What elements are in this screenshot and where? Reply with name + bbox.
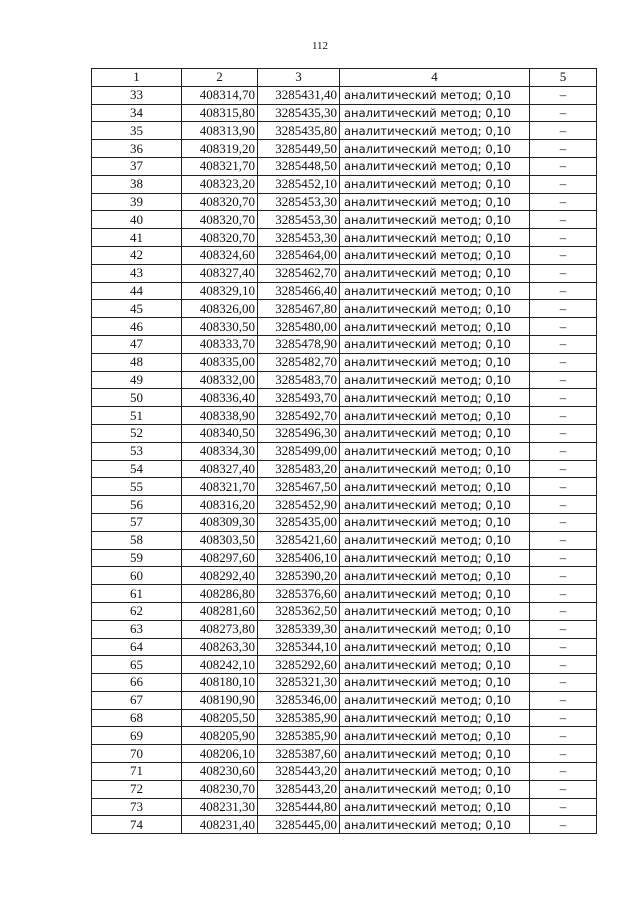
method-accuracy-cell: аналитический метод; 0,10 <box>340 745 530 763</box>
x-coordinate-cell: 408336,40 <box>182 389 258 407</box>
note-cell: – <box>530 104 597 122</box>
method-accuracy-cell: аналитический метод; 0,10 <box>340 691 530 709</box>
table-row <box>92 460 597 478</box>
point-number-cell: 34 <box>92 104 182 122</box>
table-row <box>92 229 597 247</box>
x-coordinate-cell: 408231,40 <box>182 816 258 834</box>
x-coordinate-cell: 408286,80 <box>182 585 258 603</box>
method-accuracy-cell: аналитический метод; 0,10 <box>340 300 530 318</box>
y-coordinate-cell: 3285406,10 <box>258 549 340 567</box>
point-number-cell: 63 <box>92 620 182 638</box>
x-coordinate-cell: 408332,00 <box>182 371 258 389</box>
point-number-cell: 46 <box>92 318 182 336</box>
table-row <box>92 691 597 709</box>
method-accuracy-cell: аналитический метод; 0,10 <box>340 140 530 158</box>
point-number-cell: 61 <box>92 585 182 603</box>
point-number-cell: 42 <box>92 246 182 264</box>
header-col-3: 3 <box>258 69 340 87</box>
note-cell: – <box>530 371 597 389</box>
point-number-cell: 57 <box>92 513 182 531</box>
point-number-cell: 71 <box>92 763 182 781</box>
y-coordinate-cell: 3285499,00 <box>258 442 340 460</box>
table-row <box>92 407 597 425</box>
note-cell: – <box>530 478 597 496</box>
point-number-cell: 64 <box>92 638 182 656</box>
point-number-cell: 62 <box>92 602 182 620</box>
method-accuracy-cell: аналитический метод; 0,10 <box>340 602 530 620</box>
x-coordinate-cell: 408327,40 <box>182 264 258 282</box>
point-number-cell: 72 <box>92 780 182 798</box>
note-cell: – <box>530 496 597 514</box>
point-number-cell: 40 <box>92 211 182 229</box>
table-row <box>92 620 597 638</box>
note-cell: – <box>530 353 597 371</box>
header-row <box>92 69 597 87</box>
y-coordinate-cell: 3285435,80 <box>258 122 340 140</box>
y-coordinate-cell: 3285449,50 <box>258 140 340 158</box>
point-number-cell: 44 <box>92 282 182 300</box>
note-cell: – <box>530 229 597 247</box>
table-row <box>92 638 597 656</box>
method-accuracy-cell: аналитический метод; 0,10 <box>340 513 530 531</box>
table-row <box>92 318 597 336</box>
method-accuracy-cell: аналитический метод; 0,10 <box>340 407 530 425</box>
point-number-cell: 50 <box>92 389 182 407</box>
note-cell: – <box>530 424 597 442</box>
x-coordinate-cell: 408273,80 <box>182 620 258 638</box>
table-row <box>92 709 597 727</box>
x-coordinate-cell: 408242,10 <box>182 656 258 674</box>
point-number-cell: 70 <box>92 745 182 763</box>
y-coordinate-cell: 3285483,70 <box>258 371 340 389</box>
point-number-cell: 49 <box>92 371 182 389</box>
table-row <box>92 478 597 496</box>
table-row <box>92 389 597 407</box>
y-coordinate-cell: 3285346,00 <box>258 691 340 709</box>
note-cell: – <box>530 407 597 425</box>
table-row <box>92 816 597 834</box>
y-coordinate-cell: 3285492,70 <box>258 407 340 425</box>
y-coordinate-cell: 3285443,20 <box>258 780 340 798</box>
x-coordinate-cell: 408326,00 <box>182 300 258 318</box>
coordinates-table <box>91 68 597 834</box>
y-coordinate-cell: 3285453,30 <box>258 229 340 247</box>
y-coordinate-cell: 3285339,30 <box>258 620 340 638</box>
x-coordinate-cell: 408206,10 <box>182 745 258 763</box>
y-coordinate-cell: 3285362,50 <box>258 602 340 620</box>
method-accuracy-cell: аналитический метод; 0,10 <box>340 442 530 460</box>
point-number-cell: 73 <box>92 798 182 816</box>
note-cell: – <box>530 549 597 567</box>
method-accuracy-cell: аналитический метод; 0,10 <box>340 264 530 282</box>
method-accuracy-cell: аналитический метод; 0,10 <box>340 335 530 353</box>
table-row <box>92 300 597 318</box>
y-coordinate-cell: 3285483,20 <box>258 460 340 478</box>
method-accuracy-cell: аналитический метод; 0,10 <box>340 389 530 407</box>
y-coordinate-cell: 3285462,70 <box>258 264 340 282</box>
y-coordinate-cell: 3285452,10 <box>258 175 340 193</box>
x-coordinate-cell: 408319,20 <box>182 140 258 158</box>
table-row <box>92 727 597 745</box>
note-cell: – <box>530 264 597 282</box>
table-row <box>92 442 597 460</box>
table-row <box>92 122 597 140</box>
table-row <box>92 140 597 158</box>
note-cell: – <box>530 122 597 140</box>
y-coordinate-cell: 3285464,00 <box>258 246 340 264</box>
x-coordinate-cell: 408231,30 <box>182 798 258 816</box>
x-coordinate-cell: 408324,60 <box>182 246 258 264</box>
point-number-cell: 38 <box>92 175 182 193</box>
y-coordinate-cell: 3285292,60 <box>258 656 340 674</box>
x-coordinate-cell: 408315,80 <box>182 104 258 122</box>
method-accuracy-cell: аналитический метод; 0,10 <box>340 104 530 122</box>
table-row <box>92 780 597 798</box>
method-accuracy-cell: аналитический метод; 0,10 <box>340 371 530 389</box>
note-cell: – <box>530 567 597 585</box>
x-coordinate-cell: 408190,90 <box>182 691 258 709</box>
method-accuracy-cell: аналитический метод; 0,10 <box>340 424 530 442</box>
table-row <box>92 602 597 620</box>
note-cell: – <box>530 193 597 211</box>
table-row <box>92 282 597 300</box>
table-row <box>92 371 597 389</box>
point-number-cell: 37 <box>92 157 182 175</box>
method-accuracy-cell: аналитический метод; 0,10 <box>340 727 530 745</box>
y-coordinate-cell: 3285431,40 <box>258 86 340 104</box>
x-coordinate-cell: 408281,60 <box>182 602 258 620</box>
method-accuracy-cell: аналитический метод; 0,10 <box>340 531 530 549</box>
method-accuracy-cell: аналитический метод; 0,10 <box>340 353 530 371</box>
point-number-cell: 55 <box>92 478 182 496</box>
point-number-cell: 47 <box>92 335 182 353</box>
table-row <box>92 585 597 603</box>
table-row <box>92 745 597 763</box>
x-coordinate-cell: 408340,50 <box>182 424 258 442</box>
y-coordinate-cell: 3285467,50 <box>258 478 340 496</box>
point-number-cell: 67 <box>92 691 182 709</box>
method-accuracy-cell: аналитический метод; 0,10 <box>340 496 530 514</box>
y-coordinate-cell: 3285444,80 <box>258 798 340 816</box>
y-coordinate-cell: 3285466,40 <box>258 282 340 300</box>
table-row <box>92 264 597 282</box>
point-number-cell: 33 <box>92 86 182 104</box>
y-coordinate-cell: 3285496,30 <box>258 424 340 442</box>
table-row <box>92 656 597 674</box>
point-number-cell: 69 <box>92 727 182 745</box>
table-body <box>92 86 597 833</box>
x-coordinate-cell: 408263,30 <box>182 638 258 656</box>
method-accuracy-cell: аналитический метод; 0,10 <box>340 567 530 585</box>
point-number-cell: 39 <box>92 193 182 211</box>
x-coordinate-cell: 408309,30 <box>182 513 258 531</box>
y-coordinate-cell: 3285467,80 <box>258 300 340 318</box>
method-accuracy-cell: аналитический метод; 0,10 <box>340 656 530 674</box>
note-cell: – <box>530 531 597 549</box>
table-row <box>92 246 597 264</box>
note-cell: – <box>530 745 597 763</box>
note-cell: – <box>530 282 597 300</box>
method-accuracy-cell: аналитический метод; 0,10 <box>340 549 530 567</box>
table-row <box>92 211 597 229</box>
point-number-cell: 52 <box>92 424 182 442</box>
point-number-cell: 45 <box>92 300 182 318</box>
x-coordinate-cell: 408230,60 <box>182 763 258 781</box>
table-row <box>92 567 597 585</box>
y-coordinate-cell: 3285480,00 <box>258 318 340 336</box>
table-row <box>92 798 597 816</box>
table-row <box>92 424 597 442</box>
x-coordinate-cell: 408313,90 <box>182 122 258 140</box>
table-row <box>92 496 597 514</box>
point-number-cell: 51 <box>92 407 182 425</box>
y-coordinate-cell: 3285385,90 <box>258 727 340 745</box>
method-accuracy-cell: аналитический метод; 0,10 <box>340 460 530 478</box>
y-coordinate-cell: 3285390,20 <box>258 567 340 585</box>
point-number-cell: 60 <box>92 567 182 585</box>
note-cell: – <box>530 300 597 318</box>
note-cell: – <box>530 602 597 620</box>
x-coordinate-cell: 408316,20 <box>182 496 258 514</box>
method-accuracy-cell: аналитический метод; 0,10 <box>340 246 530 264</box>
x-coordinate-cell: 408320,70 <box>182 211 258 229</box>
note-cell: – <box>530 175 597 193</box>
note-cell: – <box>530 763 597 781</box>
note-cell: – <box>530 335 597 353</box>
note-cell: – <box>530 780 597 798</box>
y-coordinate-cell: 3285493,70 <box>258 389 340 407</box>
method-accuracy-cell: аналитический метод; 0,10 <box>340 620 530 638</box>
note-cell: – <box>530 211 597 229</box>
note-cell: – <box>530 727 597 745</box>
y-coordinate-cell: 3285445,00 <box>258 816 340 834</box>
method-accuracy-cell: аналитический метод; 0,10 <box>340 318 530 336</box>
note-cell: – <box>530 318 597 336</box>
header-col-1: 1 <box>92 69 182 87</box>
page-number: 112 <box>311 40 329 52</box>
note-cell: – <box>530 620 597 638</box>
table-row <box>92 531 597 549</box>
point-number-cell: 35 <box>92 122 182 140</box>
y-coordinate-cell: 3285321,30 <box>258 674 340 692</box>
method-accuracy-cell: аналитический метод; 0,10 <box>340 478 530 496</box>
note-cell: – <box>530 442 597 460</box>
x-coordinate-cell: 408230,70 <box>182 780 258 798</box>
x-coordinate-cell: 408314,70 <box>182 86 258 104</box>
point-number-cell: 65 <box>92 656 182 674</box>
note-cell: – <box>530 674 597 692</box>
x-coordinate-cell: 408335,00 <box>182 353 258 371</box>
x-coordinate-cell: 408205,50 <box>182 709 258 727</box>
x-coordinate-cell: 408330,50 <box>182 318 258 336</box>
table-row <box>92 549 597 567</box>
method-accuracy-cell: аналитический метод; 0,10 <box>340 798 530 816</box>
header-col-5: 5 <box>530 69 597 87</box>
note-cell: – <box>530 709 597 727</box>
x-coordinate-cell: 408321,70 <box>182 478 258 496</box>
table-row <box>92 353 597 371</box>
x-coordinate-cell: 408323,20 <box>182 175 258 193</box>
y-coordinate-cell: 3285435,00 <box>258 513 340 531</box>
note-cell: – <box>530 585 597 603</box>
point-number-cell: 66 <box>92 674 182 692</box>
header-col-4: 4 <box>340 69 530 87</box>
x-coordinate-cell: 408303,50 <box>182 531 258 549</box>
y-coordinate-cell: 3285387,60 <box>258 745 340 763</box>
table-row <box>92 86 597 104</box>
method-accuracy-cell: аналитический метод; 0,10 <box>340 763 530 781</box>
y-coordinate-cell: 3285385,90 <box>258 709 340 727</box>
y-coordinate-cell: 3285443,20 <box>258 763 340 781</box>
note-cell: – <box>530 140 597 158</box>
x-coordinate-cell: 408320,70 <box>182 193 258 211</box>
point-number-cell: 59 <box>92 549 182 567</box>
x-coordinate-cell: 408297,60 <box>182 549 258 567</box>
note-cell: – <box>530 638 597 656</box>
method-accuracy-cell: аналитический метод; 0,10 <box>340 175 530 193</box>
point-number-cell: 68 <box>92 709 182 727</box>
point-number-cell: 54 <box>92 460 182 478</box>
header-col-2: 2 <box>182 69 258 87</box>
x-coordinate-cell: 408320,70 <box>182 229 258 247</box>
table-row <box>92 763 597 781</box>
point-number-cell: 43 <box>92 264 182 282</box>
x-coordinate-cell: 408333,70 <box>182 335 258 353</box>
method-accuracy-cell: аналитический метод; 0,10 <box>340 780 530 798</box>
note-cell: – <box>530 691 597 709</box>
x-coordinate-cell: 408338,90 <box>182 407 258 425</box>
table-row <box>92 104 597 122</box>
method-accuracy-cell: аналитический метод; 0,10 <box>340 638 530 656</box>
note-cell: – <box>530 86 597 104</box>
y-coordinate-cell: 3285478,90 <box>258 335 340 353</box>
table-row <box>92 175 597 193</box>
y-coordinate-cell: 3285344,10 <box>258 638 340 656</box>
note-cell: – <box>530 798 597 816</box>
point-number-cell: 36 <box>92 140 182 158</box>
x-coordinate-cell: 408205,90 <box>182 727 258 745</box>
point-number-cell: 56 <box>92 496 182 514</box>
method-accuracy-cell: аналитический метод; 0,10 <box>340 229 530 247</box>
table-row <box>92 157 597 175</box>
method-accuracy-cell: аналитический метод; 0,10 <box>340 816 530 834</box>
table-row <box>92 674 597 692</box>
method-accuracy-cell: аналитический метод; 0,10 <box>340 585 530 603</box>
method-accuracy-cell: аналитический метод; 0,10 <box>340 193 530 211</box>
method-accuracy-cell: аналитический метод; 0,10 <box>340 709 530 727</box>
point-number-cell: 74 <box>92 816 182 834</box>
note-cell: – <box>530 157 597 175</box>
y-coordinate-cell: 3285453,30 <box>258 211 340 229</box>
method-accuracy-cell: аналитический метод; 0,10 <box>340 122 530 140</box>
table-header <box>92 69 597 87</box>
method-accuracy-cell: аналитический метод; 0,10 <box>340 282 530 300</box>
x-coordinate-cell: 408292,40 <box>182 567 258 585</box>
x-coordinate-cell: 408334,30 <box>182 442 258 460</box>
point-number-cell: 53 <box>92 442 182 460</box>
point-number-cell: 58 <box>92 531 182 549</box>
point-number-cell: 48 <box>92 353 182 371</box>
method-accuracy-cell: аналитический метод; 0,10 <box>340 157 530 175</box>
y-coordinate-cell: 3285448,50 <box>258 157 340 175</box>
y-coordinate-cell: 3285376,60 <box>258 585 340 603</box>
note-cell: – <box>530 389 597 407</box>
y-coordinate-cell: 3285452,90 <box>258 496 340 514</box>
point-number-cell: 41 <box>92 229 182 247</box>
y-coordinate-cell: 3285482,70 <box>258 353 340 371</box>
y-coordinate-cell: 3285421,60 <box>258 531 340 549</box>
method-accuracy-cell: аналитический метод; 0,10 <box>340 86 530 104</box>
x-coordinate-cell: 408180,10 <box>182 674 258 692</box>
note-cell: – <box>530 816 597 834</box>
x-coordinate-cell: 408327,40 <box>182 460 258 478</box>
table-row <box>92 335 597 353</box>
y-coordinate-cell: 3285435,30 <box>258 104 340 122</box>
note-cell: – <box>530 246 597 264</box>
method-accuracy-cell: аналитический метод; 0,10 <box>340 211 530 229</box>
note-cell: – <box>530 460 597 478</box>
method-accuracy-cell: аналитический метод; 0,10 <box>340 674 530 692</box>
x-coordinate-cell: 408321,70 <box>182 157 258 175</box>
note-cell: – <box>530 513 597 531</box>
y-coordinate-cell: 3285453,30 <box>258 193 340 211</box>
x-coordinate-cell: 408329,10 <box>182 282 258 300</box>
table-row <box>92 513 597 531</box>
note-cell: – <box>530 656 597 674</box>
table-row <box>92 193 597 211</box>
